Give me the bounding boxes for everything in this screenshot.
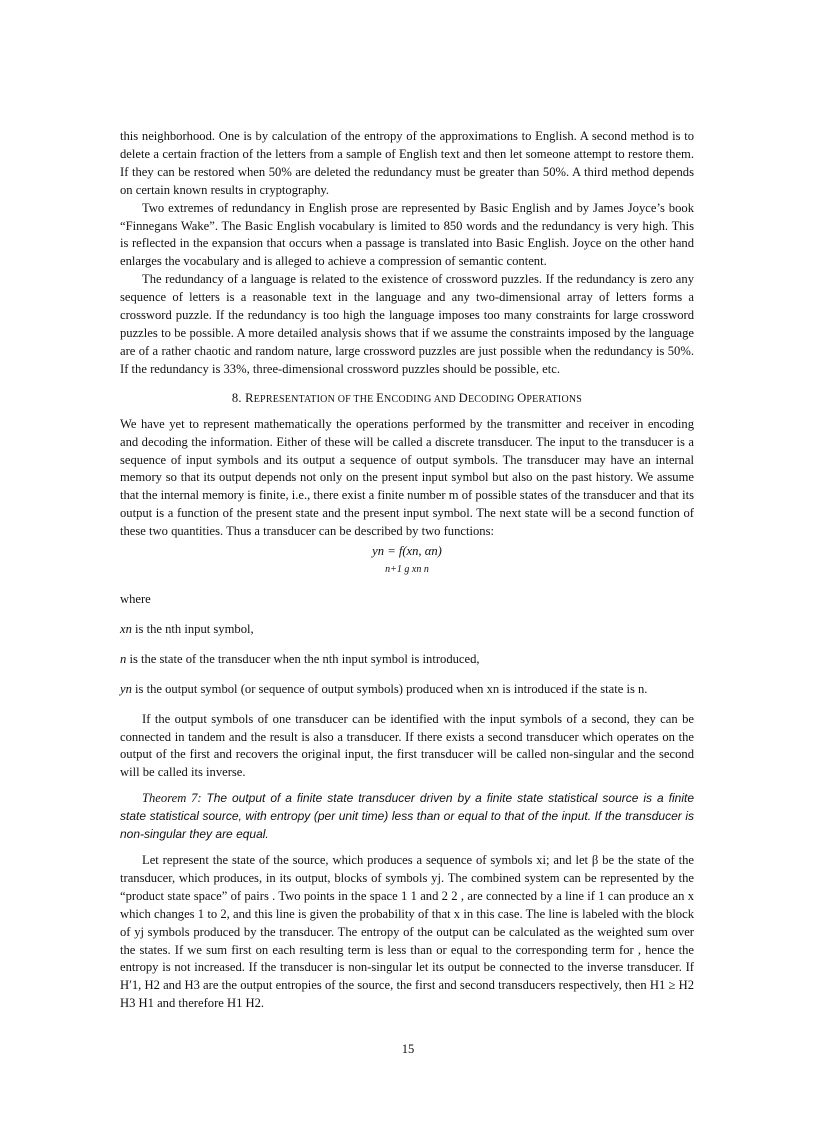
definition-state: n is the state of the transducer when the nth input symbol is introduced, bbox=[120, 651, 480, 666]
theorem-7 bbox=[120, 790, 694, 844]
definition-xn: xn is the nth input symbol, bbox=[120, 621, 254, 636]
page-number: 15 bbox=[401, 1042, 415, 1056]
theorem-text: The output of a finite state transducer driven by a finite state statistical source is a finite state statistical source, with entropy (per unit time) less than or equal to that of the input. If the transducer is non-singular they are equal. bbox=[120, 791, 694, 842]
section-heading: 8. REPRESENTATION OF THE ENCODING AND DECODING OPERATIONS bbox=[231, 390, 583, 405]
equation-output: yn = f(xn, αn) bbox=[372, 544, 442, 559]
section-number: 8. bbox=[231, 390, 242, 405]
paragraph-6: Let represent the state of the source, which produces a sequence of symbols xi; and let β be the state of the transducer, which produces, in its output, blocks of symbols yj. The combined system can be represented by the “product state space” of pairs . Two points in the space 1 1 and 2 2 , are connected by a line if 1 can produce an x which changes 1 to 2, and this line is given the probability of that x in this case. The line is labeled with the block of yj symbols produced by the transducer. The entropy of the output can be calculated as the weighted sum over the states. If we sum first on each resulting term is less than or equal to the corresponding term for , hence the entropy is not increased. If the transducer is non-singular let its output be connected to the inverse transducer. If H′1, H2 and H3 are the output entropies of the source, the first and second transducers respectively, then H1 ≥ H2 H3 H1 and therefore H1 H2. bbox=[120, 853, 694, 1011]
paragraph-1: this neighborhood. One is by calculation of the entropy of the approximations to English. A second method is to delete a certain fraction of the letters from a sample of English text and then let someone attempt to restore them. If they can be restored when 50% are deleted the redundancy must be greater than 50%. A third method depends on certain known results in cryptography. bbox=[120, 129, 694, 197]
page-body bbox=[120, 128, 694, 1013]
theorem-label: Theorem 7: bbox=[142, 791, 202, 806]
definition-yn: yn is the output symbol (or sequence of output symbols) produced when xn is introduced if the state is n. bbox=[120, 681, 648, 696]
where-label: where bbox=[120, 592, 151, 607]
paragraph-2: Two extremes of redundancy in English prose are represented by Basic English and by James Joyce’s book “Finnegans Wake”. The Basic English vocabulary is limited to 850 words and the redundancy is very high. This is reflected in the expansion that occurs when a passage is translated into Basic English. Joyce on the other hand enlarges the vocabulary and is alleged to achieve a compression of semantic content. bbox=[120, 200, 694, 269]
paragraph-4: We have yet to represent mathematically the operations performed by the transmitter and receiver in encoding and decoding the information. Either of these will be called a discrete transducer. The input to the transducer is a sequence of input symbols and its output a sequence of output symbols. The transducer may have an internal memory so that its output depends not only on the present input symbol but also on the past history. We assume that the internal memory is finite, i.e., there exist a finite number m of possible states of the transducer and that its output is a function of the present state and the present input symbol. The next state will be a second function of these two quantities. Thus a transducer can be described by two functions: bbox=[120, 416, 694, 539]
paragraph-5: If the output symbols of one transducer can be identified with the input symbols of a second, they can be connected in tandem and the result is also a transducer. If there exists a second transducer which operates on the output of the first and recovers the original input, the first transducer will be called non-singular and the second will be called its inverse. bbox=[120, 711, 694, 780]
equation-next-state: n+1 g xn n bbox=[385, 564, 429, 576]
paragraph-3: The redundancy of a language is related to the existence of crossword puzzles. If the redundancy is zero any sequence of letters is a reasonable text in the language and any two-dimensional array of letters forms a crossword puzzle. If the redundancy is too high the language imposes too many constraints for large crossword puzzles to be possible. A more detailed analysis shows that if we assume the constraints imposed by the language are of a rather chaotic and random nature, large crossword puzzles are just possible when the redundancy is 50%. If the redundancy is 33%, three-dimensional crossword puzzles should be possible, etc. bbox=[120, 272, 694, 376]
